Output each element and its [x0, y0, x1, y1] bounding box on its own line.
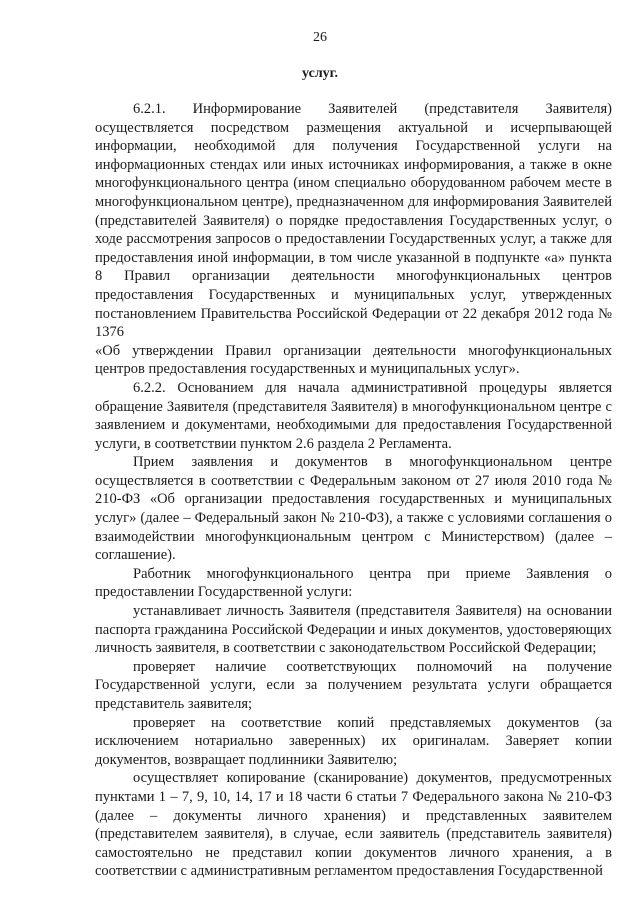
paragraph-reception: Прием заявления и документов в многофункциональном центре осуществляется в соответствии с Федеральным законом от 27 июля 2010 года № 210-ФЗ «Об организации предоставления государственных и муниципальных услуг» (далее – Федеральный закон № 210-ФЗ), а также с условиями соглашения о взаимодействии многофункциональным центром с Министерством) (далее – соглашение). — [95, 454, 612, 564]
paragraph-6-2-2: 6.2.2. Основанием для начала административной процедуры является обращение Заявителя (представителя Заявителя) в многофункциональном центре с заявлением и документами, необходимыми для предоставления Государственной услуги, в соответствии пунктом 2.6 раздела 2 Регламента. — [95, 379, 612, 452]
list-item-copies-check: проверяет на соответствие копий представляемых документов (за исключением нотариально заверенных) их оригиналам. Заверяет копии документов, возвращает подлинники Заявителю; — [95, 714, 612, 768]
list-item-scanning: осуществляет копирование (сканирование) документов, предусмотренных пунктами 1 – 7, 9, 10, 14, 17 и 18 части 6 статьи 7 Федерального закона № 210-ФЗ (далее – документы личного хранения) и представленных заявителем (представителем заявителя), в случае, если заявитель (представитель заявителя) самостоятельно не представил копии документов личного хранения, а в соответствии с административным регламентом предоставления Государственной — [95, 770, 612, 880]
page-number: 26 — [313, 30, 327, 45]
list-item-authority: проверяет наличие соответствующих полномочий на получение Государственной услуги, если за получением результата услуги обращается представитель заявителя; — [95, 658, 612, 712]
paragraph-resolution-title: «Об утверждении Правил организации деятельности многофункциональных центров предоставления государственных и муниципальных услуг». — [95, 342, 612, 378]
body-text — [95, 100, 612, 881]
paragraph-6-2-1: 6.2.1. Информирование Заявителей (представителя Заявителя) осуществляется посредством размещения актуальной и исчерпывающей информации, необходимой для получения Государственной услуги на информационных стендах или иных источниках информирования, а также в окне многофункционального центра (ином специально оборудованном рабочем месте в многофункциональном центре), предназначенном для информирования Заявителей (представителей Заявителя) о порядке предоставления Государственных услуг, о ходе рассмотрения запросов о предоставлении Государственных услуг, а также для предоставления иной информации, в том числе указанной в подпункте «а» пункта 8 Правил организации деятельности многофункциональных центров предоставления Государственных и муниципальных услуг, утвержденных постановлением Правительства Российской Федерации от 22 декабря 2012 года № 1376 — [95, 101, 612, 341]
section-heading-tail: услуг. — [302, 66, 338, 81]
paragraph-worker-duties: Работник многофункционального центра при приеме Заявления о предоставлении Государственной услуги: — [95, 565, 612, 601]
list-item-identity: устанавливает личность Заявителя (представителя Заявителя) на основании паспорта гражданина Российской Федерации и иных документов, удостоверяющих личность заявителя, в соответствии с законодательством Российской Федерации; — [95, 603, 612, 657]
